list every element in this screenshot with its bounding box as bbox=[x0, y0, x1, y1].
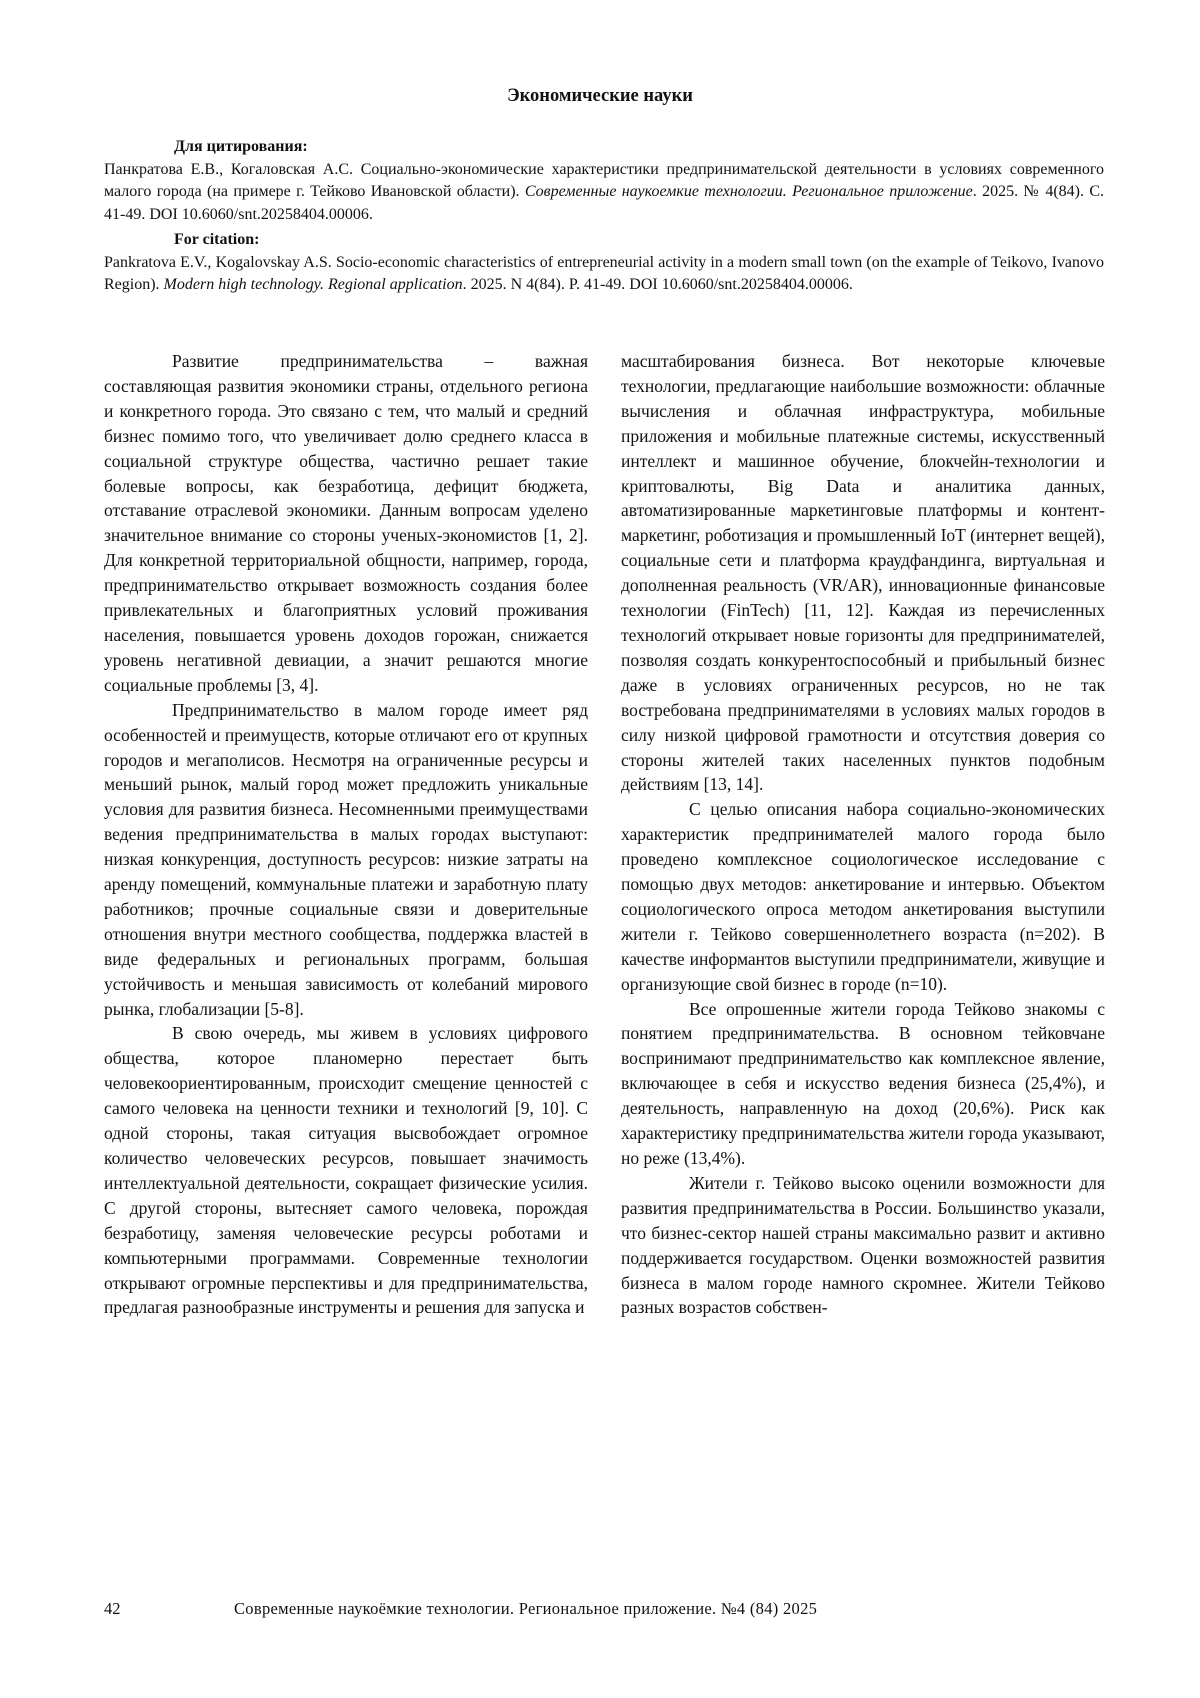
body-paragraph: Все опрошенные жители города Тейково знакомы с понятием предпринимательства. В основном тейковчане воспринимают предпринимательство как комплексное явление, включающее в себя и искусство ведения бизнеса (25,4%), и деятельность, направленную на доход (20,6%). Риск как характеристику предпринимательства жители города указывают, но реже (13,4%). bbox=[621, 998, 1105, 1168]
body-paragraph: масштабирования бизнеса. Вот некоторые ключевые технологии, предлагающие наибольшие возможности: облачные вычисления и облачная инфраструктура, мобильные приложения и мобильные платежные системы, искусственный интеллект и машинное обучение, блокчейн-технологии и криптовалюты, Big Data и аналитика данных, автоматизированные маркетинговые платформы и контент-маркетинг, роботизация и промышленный IoT (интернет вещей), социальные сети и платформа краудфандинга, виртуальная и дополненная реальность (VR/AR), инновационные финансовые технологии (FinTech) [11, 12]. Каждая из перечисленных технологий открывает новые горизонты для предпринимателей, позволяя создать конкурентоспособный и прибыльный бизнес даже в условиях ограниченных ресурсов, но не так востребована предпринимателями в условиях малых городов в силу низкой цифровой грамотности и отсутствия доверия со стороны жителей таких населенных пунктов подобным действиям [13, 14]. bbox=[621, 351, 1105, 795]
section-title: Экономические науки bbox=[507, 86, 693, 106]
body-paragraph: Предпринимательство в малом городе имеет ряд особенностей и преимуществ, которые отличают его от крупных городов и мегаполисов. Несмотря на ограниченные ресурсы и меньший рынок, малый город может предложить уникальные условия для развития бизнеса. Несомненными преимуществами ведения предпринимательства в малых городах выступают: низкая конкуренция, доступность ресурсов: низкие затраты на аренду помещений, коммунальные платежи и заработную плату работников; прочные социальные связи и доверительные отношения внутри местного сообщества, поддержка властей в виде федеральных и региональных программ, большая устойчивость и меньшая зависимость от колебаний мирового рынка, глобализации [5-8]. bbox=[104, 699, 588, 1019]
left-column bbox=[104, 349, 588, 1320]
citation-en-text: Pankratova E.V., Kogalovskay A.S. Socio-economic characteristics of entrepreneurial activity in a modern small town (on the example of Teikovo, Ivanovo Region). bbox=[104, 253, 1104, 293]
citation-en-journal: Modern high technology. Regional application bbox=[163, 276, 463, 293]
right-column bbox=[621, 349, 1105, 1320]
page-footer bbox=[104, 1599, 1104, 1621]
body-paragraph: Развитие предпринимательства – важная составляющая развития экономики страны, отдельного региона и конкретного города. Это связано с тем, что малый и средний бизнес помимо того, что увеличивает долю среднего класса в социальной структуре общества, частично решает такие болевые вопросы, как безработица, дефицит бюджета, отставание отраслевой экономики. Данным вопросам уделено значительное внимание со стороны ученых-экономистов [1, 2]. Для конкретной территориальной общности, например, города, предпринимательство открывает возможность создания более привлекательных и благоприятных условий проживания населения, повышается уровень доходов горожан, снижается уровень негативной девиации, а значит решаются многие социальные проблемы [3, 4]. bbox=[104, 351, 588, 695]
citation-en-label: For citation: bbox=[174, 231, 260, 248]
citation-en-tail: . 2025. N 4(84). P. 41-49. DOI 10.6060/snt.20258404.00006. bbox=[462, 276, 853, 293]
citation-ru bbox=[104, 136, 1104, 226]
body-paragraph: В свою очередь, мы живем в условиях цифрового общества, которое планомерно перестает быть человекоориентированным, происходит смещение ценностей с самого человека на ценности техники и технологий [9, 10]. С одной стороны, такая ситуация высвобождает огромное количество человеческих ресурсов, повышает значимость интеллектуальной деятельности, сокращает физические усилия. С другой стороны, вытесняет самого человека, порождая безработицу, заменяя человеческие ресурсы роботами и компьютерными программами. Современные технологии открывают огромные перспективы и для предпринимательства, предлагая разнообразные инструменты и решения для запуска и bbox=[104, 1023, 588, 1318]
citation-ru-journal: Современные наукоемкие технологии. Региональное приложение bbox=[524, 183, 973, 200]
citation-en bbox=[104, 229, 1104, 297]
footer-journal-title: Современные наукоёмкие технологии. Региональное приложение. №4 (84) 2025 bbox=[234, 1599, 818, 1618]
body-paragraph: С целью описания набора социально-экономических характеристик предпринимателей малого города было проведено комплексное социологическое исследование с помощью двух методов: анкетирование и интервью. Объектом социологического опроса методом анкетирования выступили жители г. Тейково совершеннолетнего возраста (n=202). В качестве информантов выступили предприниматели, живущие и организующие свой бизнес в городе (n=10). bbox=[621, 799, 1105, 994]
body-paragraph: Жители г. Тейково высоко оценили возможности для развития предпринимательства в России. Большинство указали, что бизнес-сектор нашей страны максимально развит и активно поддерживается государством. Оценки возможностей развития бизнеса в малом городе намного скромнее. Жители Тейково разных возрастов собствен- bbox=[621, 1172, 1105, 1318]
citation-ru-tail: . 2025. № 4(84). С. 41-49. DOI 10.6060/snt.20258404.00006. bbox=[104, 183, 1105, 223]
citation-ru-label: Для цитирования: bbox=[174, 138, 308, 155]
citation-ru-text: Панкратова Е.В., Когаловская А.С. Социально-экономические характеристики предпринимательской деятельности в условиях современного малого города (на примере г. Тейково Ивановской области). bbox=[104, 160, 1104, 200]
page-number: 42 bbox=[104, 1599, 121, 1618]
